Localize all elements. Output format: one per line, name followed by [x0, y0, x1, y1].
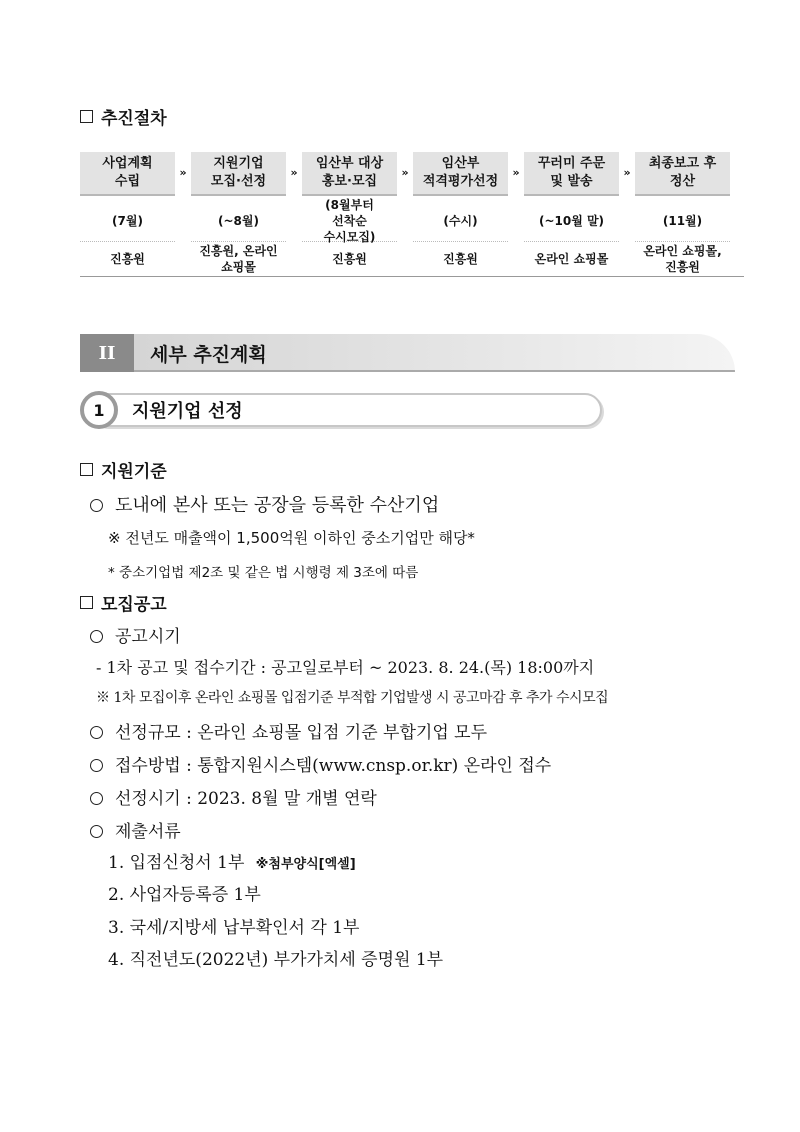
- doc-item-4: 4. 직전년도(2022년) 부가가치세 증명원 1부: [108, 950, 444, 970]
- circle-bullet-icon: [90, 759, 103, 772]
- table-divider: [80, 276, 744, 277]
- process-owner-2: 진흥원, 온라인 쇼핑몰: [199, 244, 278, 274]
- recruit-heading: 모집공고: [80, 590, 167, 615]
- arrow-icon: »: [401, 166, 409, 179]
- doc-item-2: 2. 사업자등록증 1부: [108, 885, 261, 905]
- procedure-heading: 추진절차: [80, 104, 167, 129]
- recruit-docs-label: 제출서류: [90, 817, 181, 842]
- recruit-period-detail: - 1차 공고 및 접수기간 : 공고일로부터 ~ 2023. 8. 24.(목) 18:00까지: [96, 658, 595, 677]
- criteria-heading: 지원기준: [80, 457, 167, 482]
- process-table: [80, 152, 744, 278]
- recruit-method: 접수방법 : 통합지원시스템(www.cnsp.or.kr) 온라인 접수: [90, 751, 551, 776]
- doc-attachment-note: ※첨부양식[엑셀]: [255, 857, 356, 872]
- subsection-title: 지원기업 선정: [132, 401, 243, 422]
- process-owner-3: 진흥원: [332, 252, 367, 266]
- process-step-3: 임산부 대상 홍보·모집: [302, 152, 397, 196]
- process-timing-1: (7월): [80, 200, 175, 242]
- recruit-period-note: ※ 1차 모집이후 온라인 쇼핑몰 입점기준 부적합 기업발생 시 공고마감 후 추가 수시모집: [96, 690, 609, 706]
- process-owner-4: 진흥원: [443, 252, 478, 266]
- subsection-number: 1: [80, 391, 118, 429]
- process-owner-1: 진흥원: [110, 252, 145, 266]
- recruit-period-label: 공고시기: [90, 622, 181, 647]
- process-timing-6: (11월): [635, 200, 730, 242]
- circle-bullet-icon: [90, 499, 103, 512]
- circle-bullet-icon: [90, 792, 103, 805]
- criteria-note: ※ 전년도 매출액이 1,500억원 이하인 중소기업만 해당*: [108, 529, 475, 547]
- criteria-footnote: * 중소기업법 제2조 및 같은 법 시행령 제 3조에 따름: [108, 565, 419, 581]
- process-timing-4: (수시): [413, 200, 508, 242]
- arrow-icon: »: [512, 166, 520, 179]
- circle-bullet-icon: [90, 726, 103, 739]
- process-step-5: 꾸러미 주문 및 발송: [524, 152, 619, 196]
- recruit-scale: 선정규모 : 온라인 쇼핑몰 입점 기준 부합기업 모두: [90, 718, 487, 743]
- subsection-heading: [80, 391, 602, 429]
- process-owner-6: 온라인 쇼핑몰, 진흥원: [643, 244, 722, 274]
- section-banner: [80, 334, 735, 372]
- process-step-1: 사업계획 수립: [80, 152, 175, 196]
- process-step-6: 최종보고 후 정산: [635, 152, 730, 196]
- process-owner-5: 온라인 쇼핑몰: [534, 252, 609, 266]
- process-timing-3: (8월부터 선착순 수시모집): [302, 200, 397, 242]
- arrow-icon: »: [623, 166, 631, 179]
- process-timing-2: (~8월): [191, 200, 286, 242]
- section-number: II: [80, 334, 134, 372]
- arrow-icon: »: [290, 166, 298, 179]
- process-step-2: 지원기업 모집·선정: [191, 152, 286, 196]
- doc-item-3: 3. 국세/지방세 납부확인서 각 1부: [108, 918, 360, 938]
- process-timing-5: (~10월 말): [524, 200, 619, 242]
- process-step-4: 임산부 적격평가선정: [413, 152, 508, 196]
- arrow-icon: »: [179, 166, 187, 179]
- circle-bullet-icon: [90, 630, 103, 643]
- recruit-timing: 선정시기 : 2023. 8월 말 개별 연락: [90, 784, 377, 809]
- section-title: 세부 추진계획: [150, 343, 267, 366]
- doc-item-1: 1. 입점신청서 1부 ※첨부양식[엑셀]: [108, 853, 356, 873]
- circle-bullet-icon: [90, 825, 103, 838]
- checkbox-square-icon: [80, 596, 93, 609]
- criteria-item: 도내에 본사 또는 공장을 등록한 수산기업: [90, 491, 439, 517]
- checkbox-square-icon: [80, 463, 93, 476]
- checkbox-square-icon: [80, 110, 93, 123]
